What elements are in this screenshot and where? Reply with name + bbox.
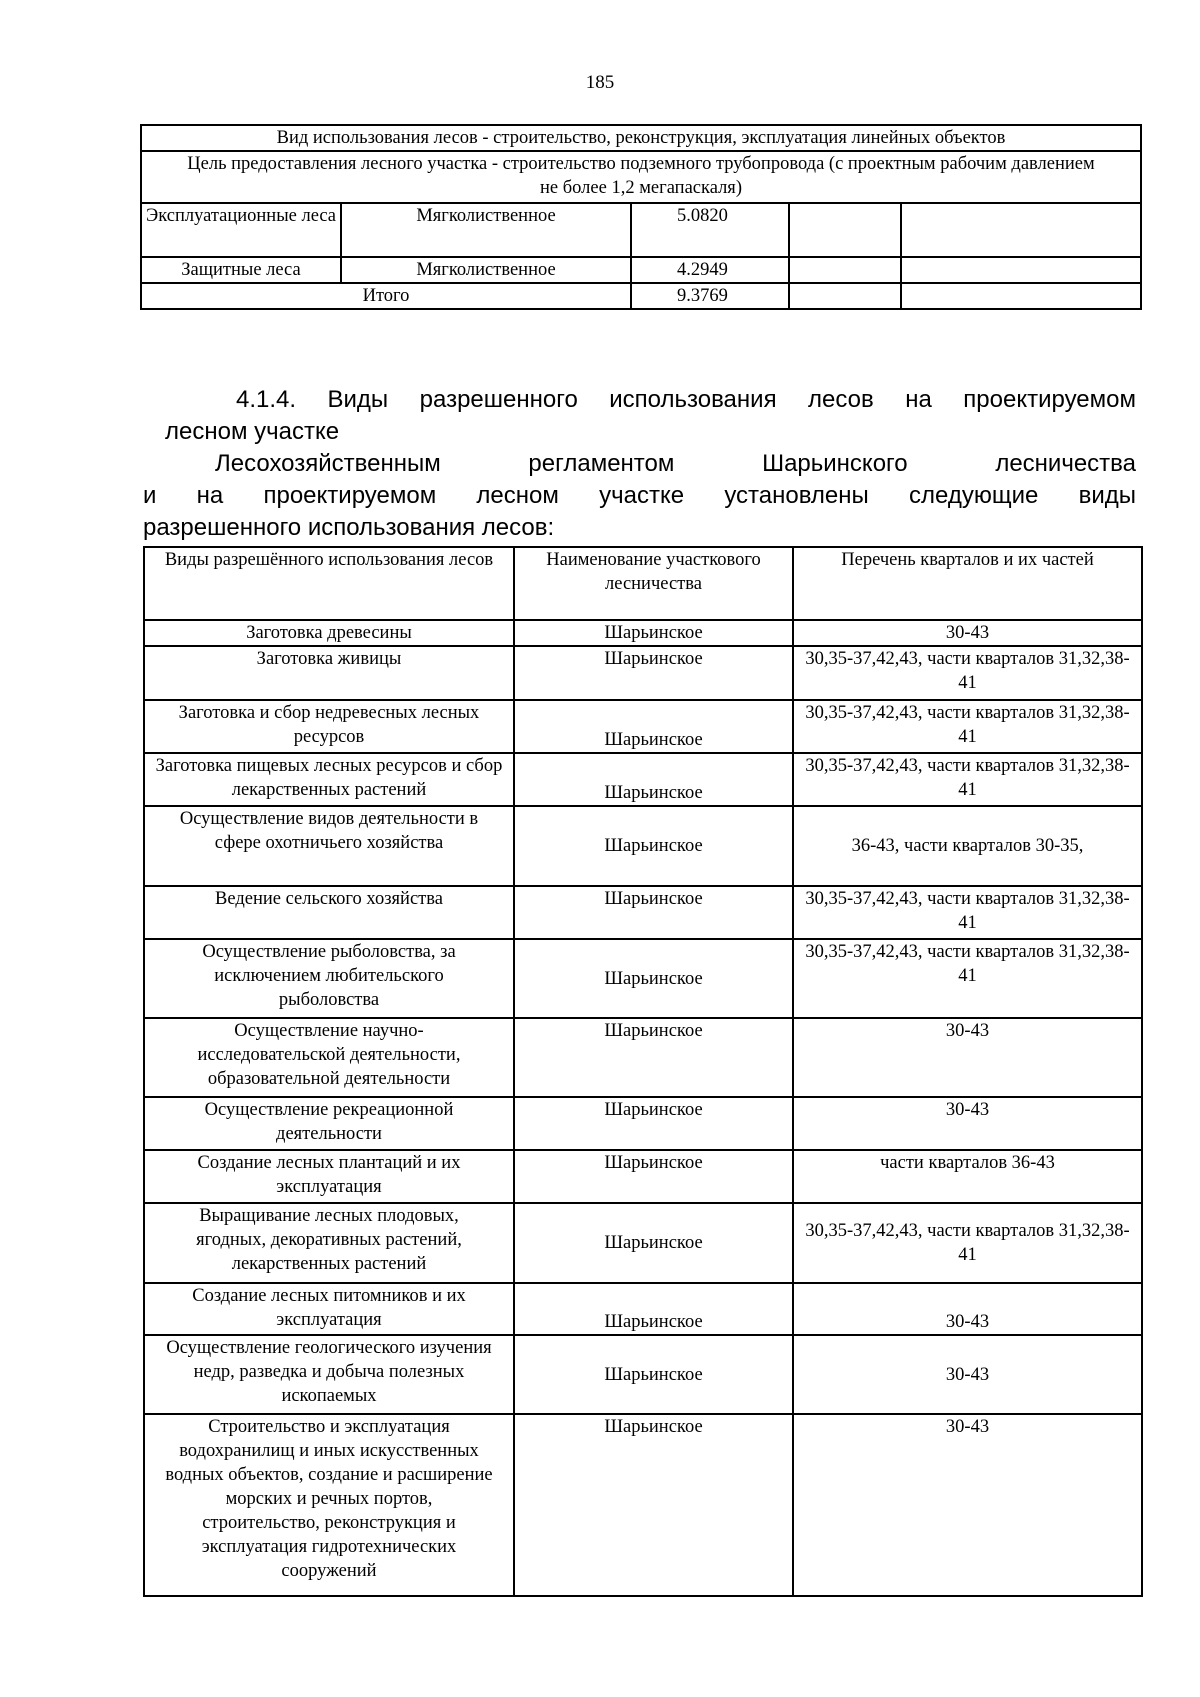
section-heading: 4.1.4. Виды разрешенного использования лесов на проектируемом [236, 386, 1136, 413]
quarters-cell: 30-43 [793, 1097, 1142, 1150]
intro-paragraph-line: Лесохозяйственным регламентом Шарьинского лесничества [215, 450, 1136, 477]
quarters-cell: 30,35-37,42,43, части кварталов 31,32,38-41 [793, 646, 1142, 700]
use-cell: Осуществление геологического изучения недр, разведка и добыча полезных ископаемых [144, 1335, 514, 1414]
table-row [144, 700, 1142, 753]
table1-category: Эксплуатационные леса [141, 203, 341, 257]
table1-title: Вид использования лесов - строительство, реконструкция, эксплуатация линейных объектов [141, 125, 1141, 151]
table1-species: Мягколиственное [341, 203, 631, 257]
use-cell: Заготовка древесины [144, 620, 514, 646]
quarters-cell: 30,35-37,42,43, части кварталов 31,32,38-41 [793, 753, 1142, 806]
forestry-cell: Шарьинское [514, 1097, 793, 1150]
permitted-uses-table [143, 546, 1143, 1597]
use-cell: Осуществление рекреационной деятельности [144, 1097, 514, 1150]
forestry-cell: Шарьинское [514, 806, 793, 886]
table-row [144, 1018, 1142, 1097]
forestry-cell: Шарьинское [514, 753, 793, 806]
table-row [144, 1335, 1142, 1414]
quarters-cell: 30-43 [793, 1018, 1142, 1097]
quarters-cell: 30-43 [793, 1414, 1142, 1596]
table1-total-value: 9.3769 [631, 283, 789, 309]
quarters-cell: 30-43 [793, 620, 1142, 646]
column-header: Виды разрешённого использования лесов [144, 547, 514, 620]
use-cell: Заготовка и сбор недревесных лесных ресурсов [144, 700, 514, 753]
table1-empty-cell [901, 257, 1141, 283]
quarters-cell: 30,35-37,42,43, части кварталов 31,32,38-41 [793, 1203, 1142, 1283]
table1-empty-cell [789, 203, 901, 257]
table-row [144, 1283, 1142, 1335]
table-row [144, 646, 1142, 700]
use-cell: Осуществление видов деятельности в сфере охотничьего хозяйства [144, 806, 514, 886]
table1-empty-cell [901, 283, 1141, 309]
table-row [144, 1203, 1142, 1283]
linear-objects-table [140, 124, 1142, 310]
table1-area: 4.2949 [631, 257, 789, 283]
quarters-cell: 36-43, части кварталов 30-35, [793, 806, 1142, 886]
section-heading-continued: лесном участке [165, 418, 340, 445]
quarters-cell: 30,35-37,42,43, части кварталов 31,32,38-41 [793, 939, 1142, 1018]
column-header: Наименование участкового лесничества [514, 547, 793, 620]
table-row [144, 806, 1142, 886]
table1-total-label: Итого [141, 283, 631, 309]
forestry-cell: Шарьинское [514, 1018, 793, 1097]
use-cell: Строительство и эксплуатация водохранилищ и иных искусственных водных объектов, создание и расширение морских и речных портов, строительство, реконструкция и эксплуатация гидротехнических сооружений [144, 1414, 514, 1596]
forestry-cell: Шарьинское [514, 700, 793, 753]
use-cell: Создание лесных питомников и их эксплуатация [144, 1283, 514, 1335]
intro-paragraph-line: и на проектируемом лесном участке установлены следующие виды [143, 482, 1136, 509]
table-row [144, 753, 1142, 806]
forestry-cell: Шарьинское [514, 886, 793, 939]
forestry-cell: Шарьинское [514, 1335, 793, 1414]
table1-empty-cell [901, 203, 1141, 257]
column-header: Перечень кварталов и их частей [793, 547, 1142, 620]
table1-species: Мягколиственное [341, 257, 631, 283]
table-row [144, 886, 1142, 939]
forestry-cell: Шарьинское [514, 620, 793, 646]
table1-purpose: Цель предоставления лесного участка - строительство подземного трубопровода (с проектным рабочим давлением не более 1,2 мегапаскаля) [141, 151, 1141, 203]
use-cell: Осуществление научно-исследовательской деятельности, образовательной деятельности [144, 1018, 514, 1097]
quarters-cell: части кварталов 36-43 [793, 1150, 1142, 1203]
forestry-cell: Шарьинское [514, 939, 793, 1018]
quarters-cell: 30,35-37,42,43, части кварталов 31,32,38-41 [793, 886, 1142, 939]
table-row [144, 1150, 1142, 1203]
use-cell: Ведение сельского хозяйства [144, 886, 514, 939]
quarters-cell: 30-43 [793, 1283, 1142, 1335]
table1-category: Защитные леса [141, 257, 341, 283]
table1-area: 5.0820 [631, 203, 789, 257]
table-row [144, 620, 1142, 646]
forestry-cell: Шарьинское [514, 1150, 793, 1203]
intro-paragraph-line: разрешенного использования лесов: [143, 514, 555, 541]
use-cell: Заготовка живицы [144, 646, 514, 700]
quarters-cell: 30-43 [793, 1335, 1142, 1414]
use-cell: Выращивание лесных плодовых, ягодных, декоративных растений, лекарственных растений [144, 1203, 514, 1283]
forestry-cell: Шарьинское [514, 1283, 793, 1335]
table-row [144, 939, 1142, 1018]
use-cell: Заготовка пищевых лесных ресурсов и сбор лекарственных растений [144, 753, 514, 806]
use-cell: Создание лесных плантаций и их эксплуатация [144, 1150, 514, 1203]
forestry-cell: Шарьинское [514, 1203, 793, 1283]
quarters-cell: 30,35-37,42,43, части кварталов 31,32,38-41 [793, 700, 1142, 753]
page-number: 185 [585, 72, 615, 93]
forestry-cell: Шарьинское [514, 1414, 793, 1596]
forestry-cell: Шарьинское [514, 646, 793, 700]
use-cell: Осуществление рыболовства, за исключением любительского рыболовства [144, 939, 514, 1018]
table-row [144, 1097, 1142, 1150]
table1-empty-cell [789, 283, 901, 309]
table-row [144, 1414, 1142, 1596]
table1-empty-cell [789, 257, 901, 283]
